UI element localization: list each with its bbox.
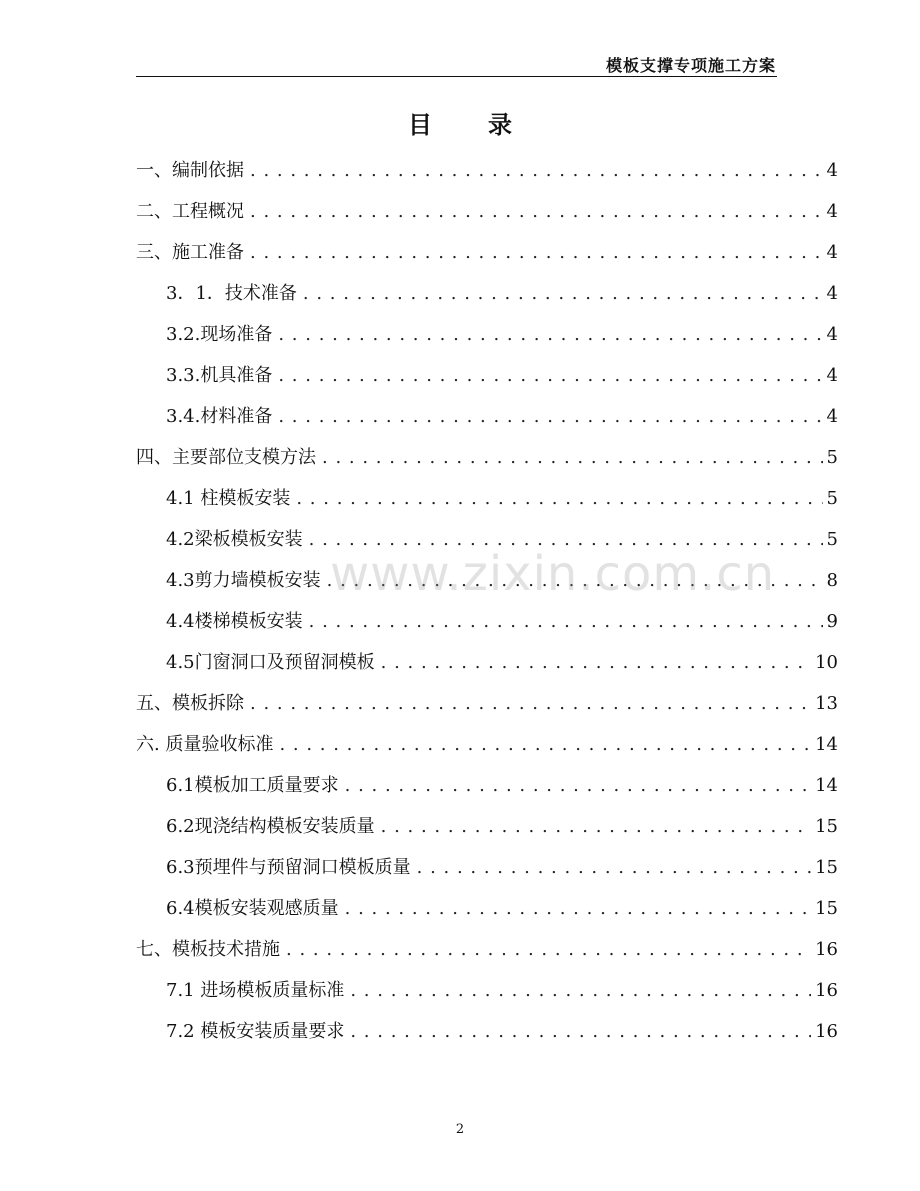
toc-entry[interactable] (136, 642, 838, 683)
toc-entry-page: 5 (826, 447, 838, 468)
toc-entry-label: 6.1模板加工质量要求 (166, 775, 339, 796)
toc-entry-label: 4.2梁板模板安装 (166, 529, 303, 550)
running-header-title: 模板支撑专项施工方案 (605, 56, 776, 75)
toc-dot-leader (345, 765, 811, 806)
toc-entry-page: 4 (826, 242, 838, 263)
toc-entry[interactable] (136, 929, 838, 970)
toc-entry[interactable] (136, 273, 838, 314)
toc-entry-label: 4.1 柱模板安装 (166, 488, 291, 509)
toc-entry[interactable] (136, 888, 838, 929)
watermark-text: www.zixin.com.cn (330, 546, 776, 602)
toc-entry[interactable] (136, 806, 838, 847)
table-of-contents (136, 150, 838, 1052)
toc-entry[interactable] (136, 478, 838, 519)
toc-entry[interactable] (136, 765, 838, 806)
toc-dot-leader (322, 437, 823, 478)
toc-entry-label: 3.2.现场准备 (166, 324, 273, 345)
toc-entry-page: 8 (826, 570, 838, 591)
toc-entry[interactable] (136, 683, 838, 724)
toc-entry-page: 14 (815, 734, 838, 755)
toc-entry[interactable] (136, 191, 838, 232)
toc-entry-label: 四、主要部位支模方法 (136, 447, 316, 468)
toc-entry[interactable] (136, 519, 838, 560)
header-rule (136, 76, 777, 77)
toc-dot-leader (345, 888, 811, 929)
toc-dot-leader (250, 150, 823, 191)
toc-dot-leader (250, 683, 811, 724)
toc-entry[interactable] (136, 314, 838, 355)
toc-dot-leader (278, 355, 822, 396)
toc-entry-label: 二、工程概况 (136, 201, 244, 222)
toc-entry-label: 三、施工准备 (136, 242, 244, 263)
toc-entry-page: 9 (826, 611, 838, 632)
page-number: 2 (455, 1122, 465, 1137)
toc-entry-page: 16 (815, 1021, 838, 1042)
toc-entry-page: 5 (826, 529, 838, 550)
toc-dot-leader (309, 519, 823, 560)
toc-entry-label: 五、模板拆除 (136, 693, 244, 714)
toc-entry-label: 4.5门窗洞口及预留洞模板 (166, 652, 375, 673)
toc-entry-page: 4 (826, 283, 838, 304)
toc-entry-page: 13 (815, 693, 838, 714)
toc-entry[interactable] (136, 355, 838, 396)
toc-entry-label: 4.4楼梯模板安装 (166, 611, 303, 632)
toc-entry-page: 4 (826, 201, 838, 222)
toc-entry-page: 4 (826, 324, 838, 345)
toc-dot-leader (286, 929, 811, 970)
toc-title-right: 录 (488, 110, 512, 139)
toc-entry-label: 6.3预埋件与预留洞口模板质量 (166, 857, 411, 878)
toc-entry-page: 14 (815, 775, 838, 796)
toc-dot-leader (381, 642, 811, 683)
toc-dot-leader (417, 847, 811, 888)
toc-entry[interactable] (136, 396, 838, 437)
toc-entry-page: 15 (815, 898, 838, 919)
toc-dot-leader (279, 724, 811, 765)
toc-entry-label: 3．1．技术准备 (166, 283, 297, 304)
toc-entry[interactable] (136, 150, 838, 191)
toc-entry-page: 15 (815, 857, 838, 878)
toc-dot-leader (250, 232, 823, 273)
toc-entry-label: 4.3剪力墙模板安装 (166, 570, 321, 591)
toc-entry-page: 4 (826, 365, 838, 386)
toc-entry-label: 6.2现浇结构模板安装质量 (166, 816, 375, 837)
toc-entry-page: 10 (815, 652, 838, 673)
toc-entry-label: 6.4模板安装观感质量 (166, 898, 339, 919)
toc-entry[interactable] (136, 560, 838, 601)
toc-dot-leader (309, 601, 823, 642)
toc-entry[interactable] (136, 232, 838, 273)
toc-entry-page: 4 (826, 160, 838, 181)
toc-entry-label: 六. 质量验收标准 (136, 734, 274, 755)
toc-entry-label: 7.2 模板安装质量要求 (166, 1021, 345, 1042)
toc-entry-page: 15 (815, 816, 838, 837)
toc-dot-leader (350, 1011, 811, 1052)
toc-title (0, 108, 920, 142)
toc-dot-leader (327, 560, 823, 601)
toc-entry-label: 七、模板技术措施 (136, 939, 280, 960)
toc-entry[interactable] (136, 437, 838, 478)
toc-dot-leader (350, 970, 811, 1011)
toc-entry-page: 16 (815, 939, 838, 960)
toc-entry[interactable] (136, 970, 838, 1011)
toc-entry[interactable] (136, 1011, 838, 1052)
toc-dot-leader (278, 314, 822, 355)
toc-entry-label: 3.3.机具准备 (166, 365, 273, 386)
toc-dot-leader (303, 273, 823, 314)
toc-dot-leader (278, 396, 822, 437)
toc-dot-leader (250, 191, 823, 232)
toc-entry[interactable] (136, 724, 838, 765)
toc-entry-page: 4 (826, 406, 838, 427)
toc-entry-page: 16 (815, 980, 838, 1001)
toc-entry-page: 5 (826, 488, 838, 509)
toc-entry[interactable] (136, 847, 838, 888)
toc-entry-label: 7.1 进场模板质量标准 (166, 980, 345, 1001)
toc-entry[interactable] (136, 601, 838, 642)
toc-entry-label: 3.4.材料准备 (166, 406, 273, 427)
toc-entry-label: 一、编制依据 (136, 160, 244, 181)
toc-dot-leader (296, 478, 822, 519)
toc-title-left: 目 (408, 110, 432, 139)
toc-dot-leader (381, 806, 811, 847)
